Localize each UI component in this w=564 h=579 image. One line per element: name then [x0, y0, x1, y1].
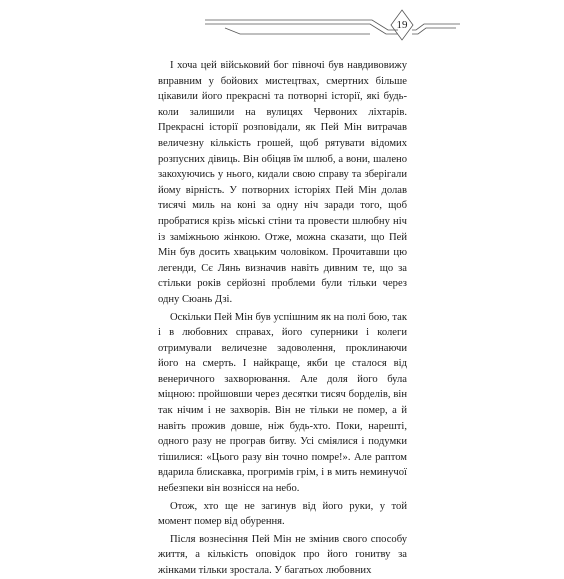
- page-number: 19: [396, 19, 408, 31]
- paragraph: Отож, хто ще не загинув від його руки, у той момент помер від обурення.: [158, 500, 407, 528]
- paragraph: Оскільки Пей Мін був успішним як на полі бою, так і в любовних справах, його суперники і колеги отримували величезне задоволення, проклинаючи його на смерть. І найкраще, якби це сталося від венеричного захворювання. Але доля його була міцною: пройшовши через десятки тисяч борделів, він так нічим і не захворів. Він не тільки не помер, а й навіть прожив довше, ніж будь-хто. Поки, нарешті, одного разу не програв битву. Усі сміялися і подумки тішилися: «Цього разу він точно помре!». Але раптом вдарила блискавка, прогримів грім, і в мить неминучої небезпеки він вознісся на небо.: [158, 311, 407, 495]
- body-text: [158, 58, 407, 579]
- header-ornament: [0, 0, 564, 50]
- paragraph: Після вознесіння Пей Мін не змінив свого способу життя, а кількість оповідок про його гонитву за жінками тільки зростала. У багатьох любовних: [158, 533, 407, 576]
- paragraph: І хоча цей військовий бог півночі був навдивовижу вправним у бойових мистецтвах, смертних більше цікавили його прекрасні та потворні історії, які будь-коли залишили на вулицях Червоних ліхтарів. Прекрасні історії розповідали, як Пей Мін витрачав величезну кількість грошей, щоб рятувати відомих розпусних дівиць. Він обіцяв їм шлюб, а вони, шалено закохуючись у нього, кидали свою справу та зберігали йому вірність. У потворних історіях Пей Мін долав тисячі миль на коні за одну ніч заради того, щоб пробратися крізь міські стіни та провести шлюбну ніч із заміжньою жінкою. Отже, можна сказати, що Пей Мін був досить хвацьким чоловіком. Прочитавши цю легенди, Сє Лянь визначив навіть дивним те, що за стільки років серйозні проблеми були тільки через одну Сюань Дзі.: [158, 60, 407, 305]
